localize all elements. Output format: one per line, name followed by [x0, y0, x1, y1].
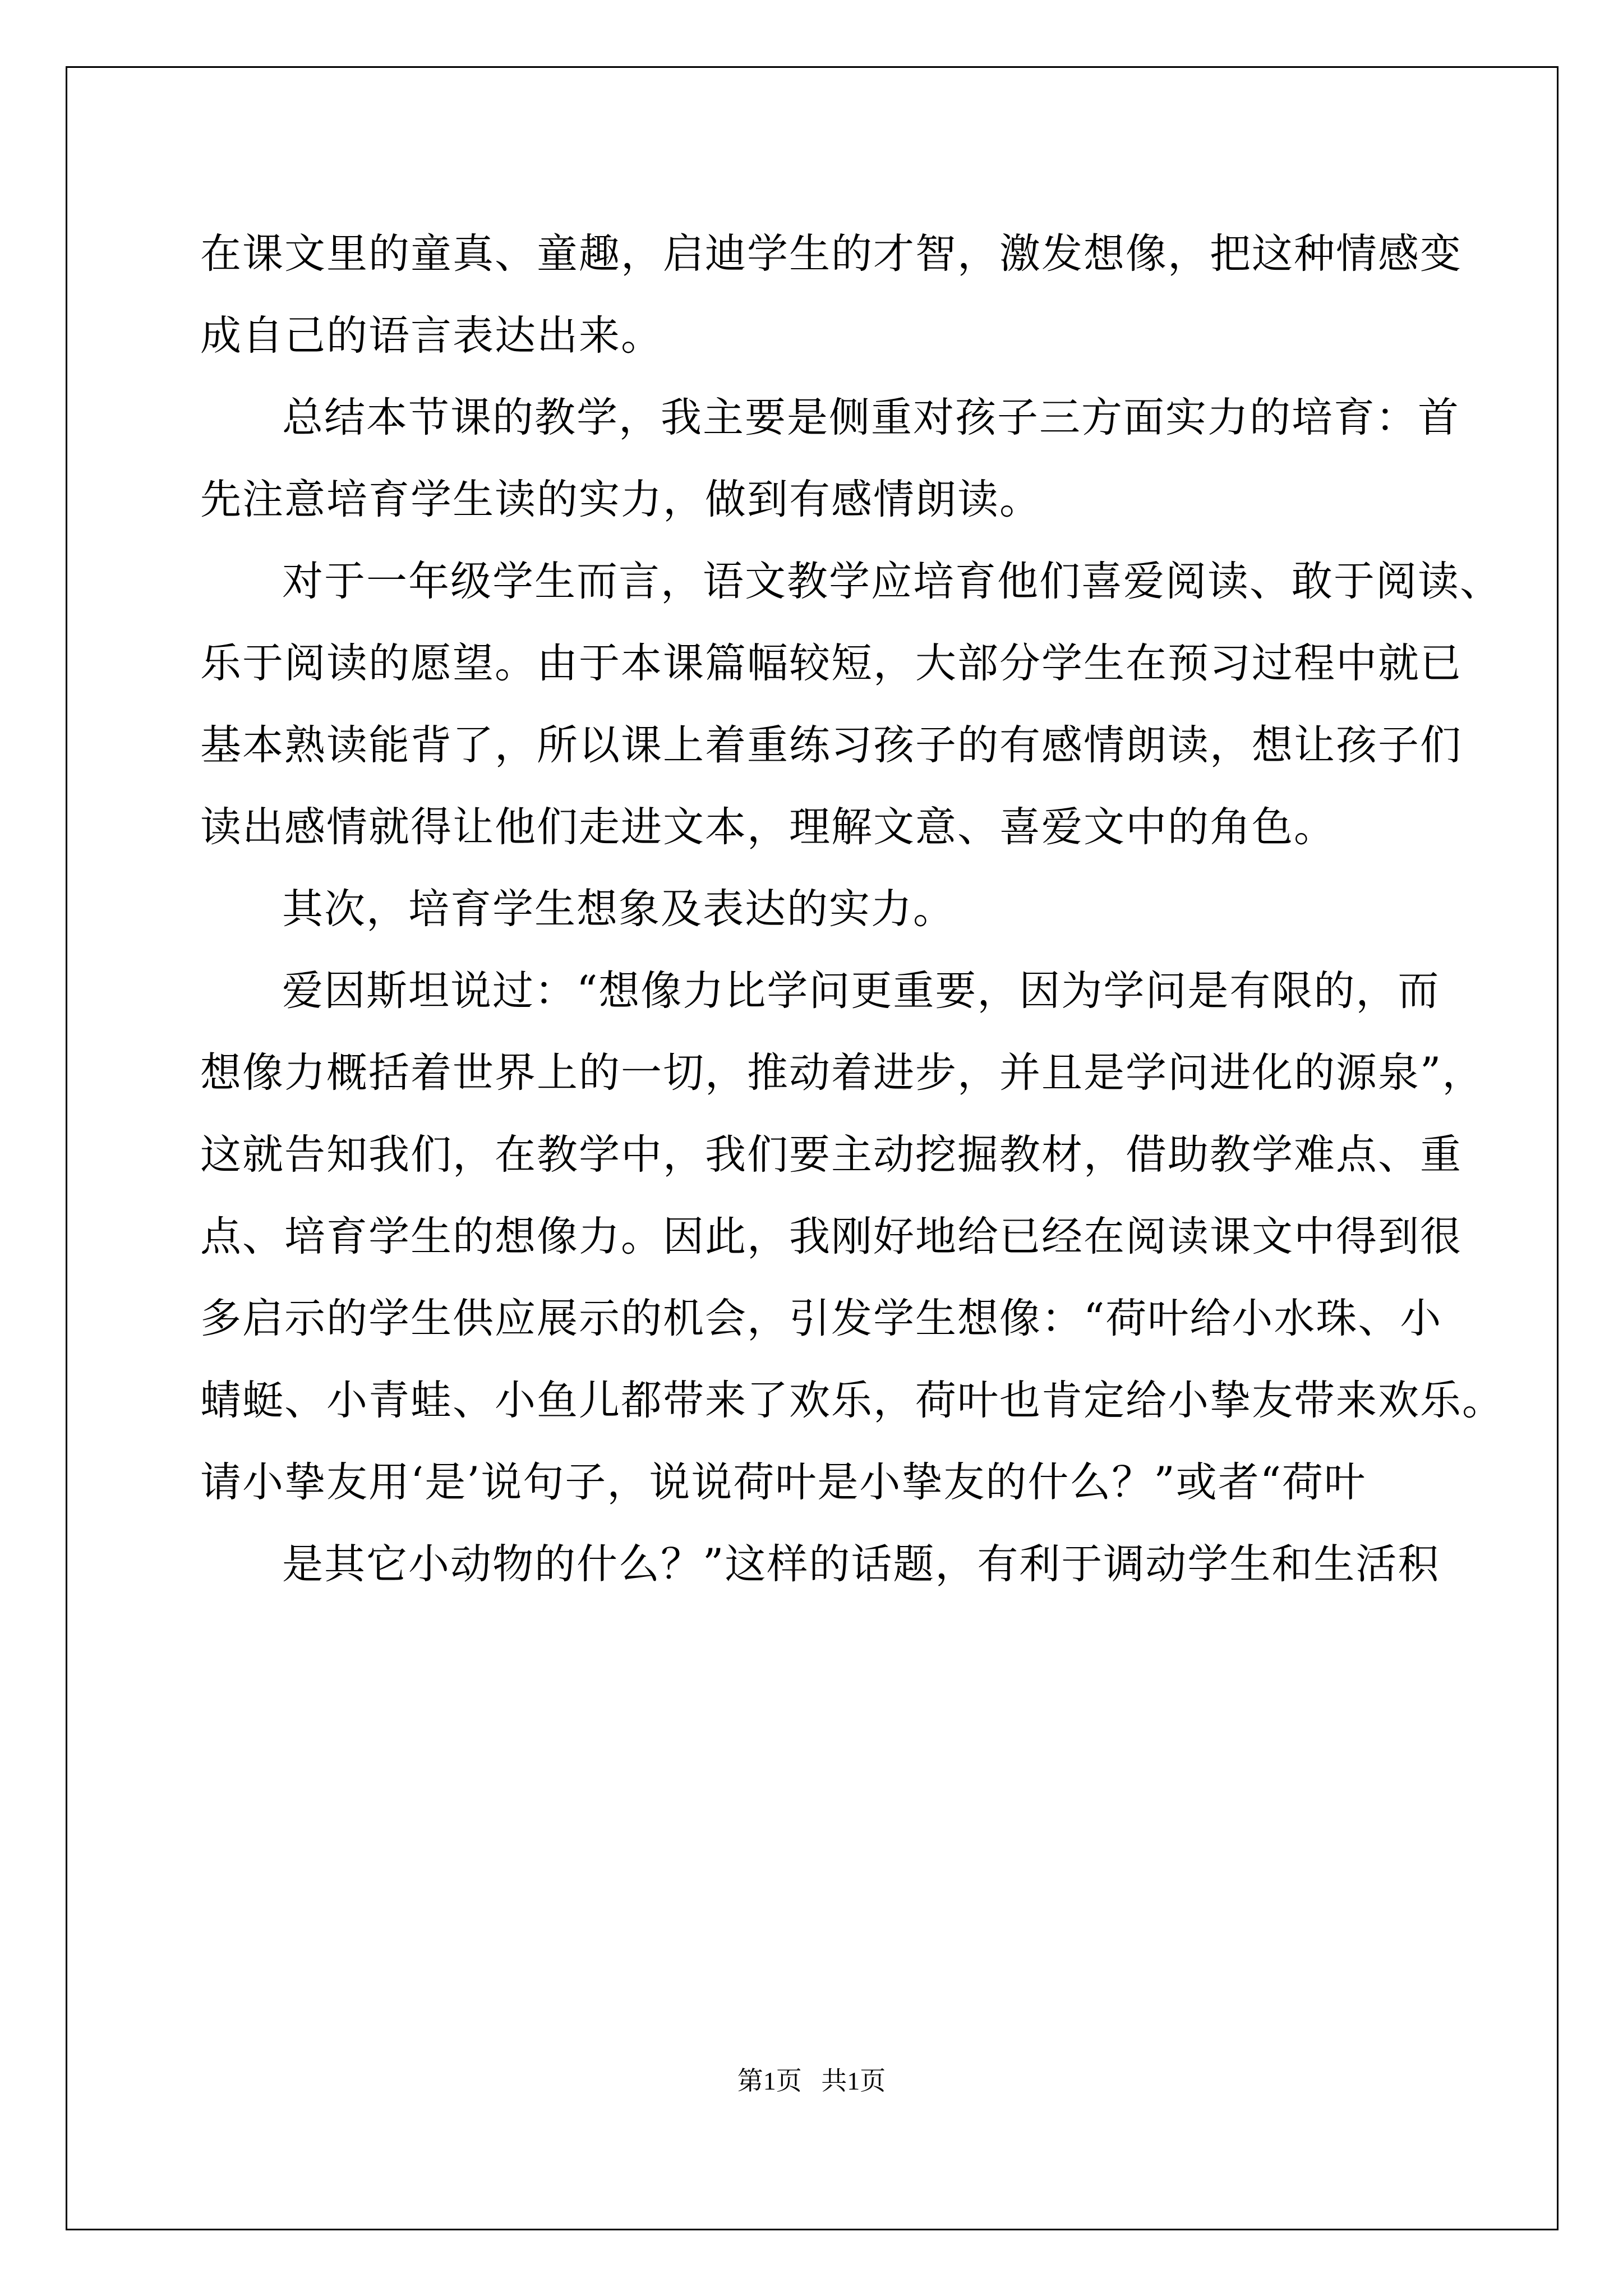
paragraph-line: 总结本节课的教学，我主要是侧重对孩子三方面实力的培育：首	[282, 394, 1460, 441]
paragraph-line: 基本熟读能背了，所以课上着重练习孩子的有感情朗读，想让孩子们	[200, 721, 1462, 769]
paragraph-line: 读出感情就得让他们走进文本，理解文意、喜爱文中的角色。	[200, 803, 1336, 851]
paragraph-line: 爱因斯坦说过：“想像力比学问更重要，因为学问是有限的，而	[282, 967, 1440, 1015]
paragraph-line: 在课文里的童真、童趣，启迪学生的才智，激发想像，把这种情感变	[200, 230, 1462, 278]
paragraph-line: 是其它小动物的什么？”这样的话题，有利于调动学生和生活积	[282, 1540, 1440, 1588]
paragraph-line: 乐于阅读的愿望。由于本课篇幅较短，大部分学生在预习过程中就已	[200, 639, 1462, 687]
paragraph-line: 这就告知我们，在教学中，我们要主动挖掘教材，借助教学难点、重	[200, 1131, 1462, 1179]
paragraph-line: 蜻蜓、小青蛙、小鱼儿都带来了欢乐，荷叶也肯定给小挚友带来欢乐。	[200, 1377, 1504, 1424]
paragraph-line: 对于一年级学生而言，语文教学应培育他们喜爱阅读、敢于阅读、	[282, 558, 1502, 605]
paragraph-line: 想像力概括着世界上的一切，推动着进步，并且是学问进化的源泉”，	[200, 1049, 1484, 1097]
paragraph-line: 多启示的学生供应展示的机会，引发学生想像：“荷叶给小水珠、小	[200, 1295, 1442, 1342]
paragraph-line: 请小挚友用‘是’说句子，说说荷叶是小挚友的什么？”或者“荷叶	[200, 1458, 1367, 1506]
paragraph-line: 其次，培育学生想象及表达的实力。	[282, 885, 955, 933]
paragraph-line: 成自己的语言表达出来。	[200, 312, 663, 360]
page-footer: 第1页 共1页	[737, 2067, 886, 2095]
document-body	[200, 213, 1504, 1605]
paragraph-line: 先注意培育学生读的实力，做到有感情朗读。	[200, 476, 1041, 523]
paragraph-line: 点、培育学生的想像力。因此，我刚好地给已经在阅读课文中得到很	[200, 1213, 1462, 1260]
